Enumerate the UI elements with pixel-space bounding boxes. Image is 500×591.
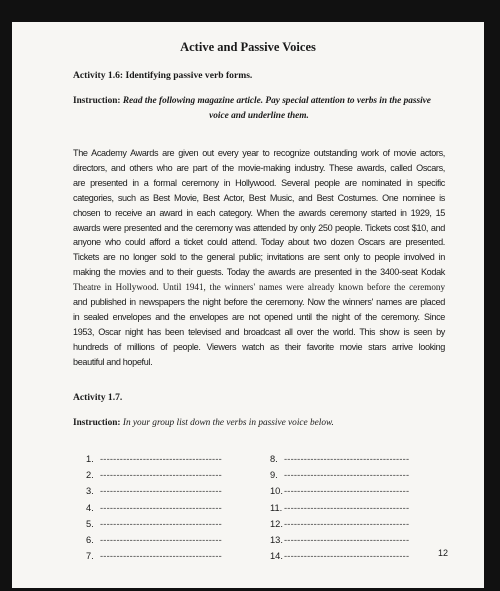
instruction-label: Instruction:	[73, 96, 121, 106]
answer-row[interactable]: 7. -------------------------------------	[86, 551, 222, 562]
article-line-2: directors, and others who are part of the movie-making industry. These awards, called Oscars,	[73, 162, 445, 173]
activity-1-7-heading: Activity 1.7.	[73, 392, 123, 403]
article-line-15: beautiful and hopeful.	[73, 356, 153, 367]
article-line-9: making the movies and to their guests. Today the awards are presented in the 3400-seat Kodak	[73, 267, 445, 278]
article-line-11: and published in newspapers the night before the ceremony. Now the winners' names are placed	[73, 297, 445, 308]
magazine-article	[73, 146, 445, 370]
activity-1-6-instruction	[73, 94, 445, 124]
article-line-3: are presented in a formal ceremony in Hollywood. Several people are nominated in specific	[73, 177, 445, 188]
activity-1-7-instruction	[73, 416, 445, 431]
answer-row[interactable]: 9. --------------------------------------	[270, 470, 410, 481]
answer-list-left	[86, 454, 222, 567]
answer-row[interactable]: 3. -------------------------------------	[86, 486, 222, 497]
activity-1-6-heading: Activity 1.6: Identifying passive verb forms.	[73, 70, 253, 81]
answer-row[interactable]: 5. -------------------------------------	[86, 518, 222, 529]
article-line-12: in sealed envelopes and the envelopes are not opened until the night of the ceremony. Since	[73, 311, 445, 322]
article-line-1: The Academy Awards are given out every year to recognize outstanding work of movie actors,	[73, 148, 445, 158]
answer-list-right	[270, 454, 409, 567]
answer-row[interactable]: 10.--------------------------------------	[270, 486, 410, 497]
answer-row[interactable]: 8. --------------------------------------	[270, 454, 410, 464]
instruction-text-2: In your group list down the verbs in passive voice below.	[122, 418, 334, 428]
article-line-4: categories, such as Best Movie, Best Actor, Best Music, and Best Costumes. One nominee is	[73, 192, 445, 203]
document-page	[12, 22, 484, 588]
article-line-8: Tickets are no longer sold to the general public; invitations are sent only to people involved in	[73, 252, 445, 263]
article-line-10: Theatre in Hollywood. Until 1941, the winners' names were already known before the ceremony	[73, 282, 445, 293]
answer-row[interactable]: 13.--------------------------------------	[270, 534, 410, 545]
article-line-13: 1953, Oscar night has been televised and broadcast all over the world. This show is seen by	[73, 326, 445, 337]
instruction-text-line2: voice and underline them.	[209, 111, 309, 121]
answer-row[interactable]: 12.--------------------------------------	[270, 518, 410, 529]
article-line-5: chosen to receive an award in each category. When the awards ceremony started in 1929, 15	[73, 207, 445, 218]
instruction-label-2: Instruction:	[73, 418, 121, 428]
answer-row[interactable]: 14.--------------------------------------	[270, 551, 410, 562]
answer-row[interactable]: 1. -------------------------------------	[86, 454, 222, 464]
answer-row[interactable]: 6. -------------------------------------	[86, 534, 222, 545]
article-line-6: awards were presented and the ceremony was attended by only 250 people. Tickets cost $10, and	[73, 222, 445, 233]
page-number: 12	[437, 548, 448, 558]
answer-row[interactable]: 4. -------------------------------------	[86, 502, 222, 513]
answer-row[interactable]: 2. -------------------------------------	[86, 470, 222, 481]
article-line-14: hundreds of millions of people. Viewers watch as their favorite movie stars arrive looking	[73, 341, 445, 352]
answer-row[interactable]: 11. --------------------------------------	[270, 502, 410, 513]
instruction-text-line1: Read the following magazine article. Pay special attention to verbs in the passive	[122, 96, 431, 106]
page-title: Active and Passive Voices	[180, 40, 316, 54]
article-line-7: anyone who could afford a ticket could attend. Today about two dozen Oscars are presented.	[73, 237, 445, 248]
